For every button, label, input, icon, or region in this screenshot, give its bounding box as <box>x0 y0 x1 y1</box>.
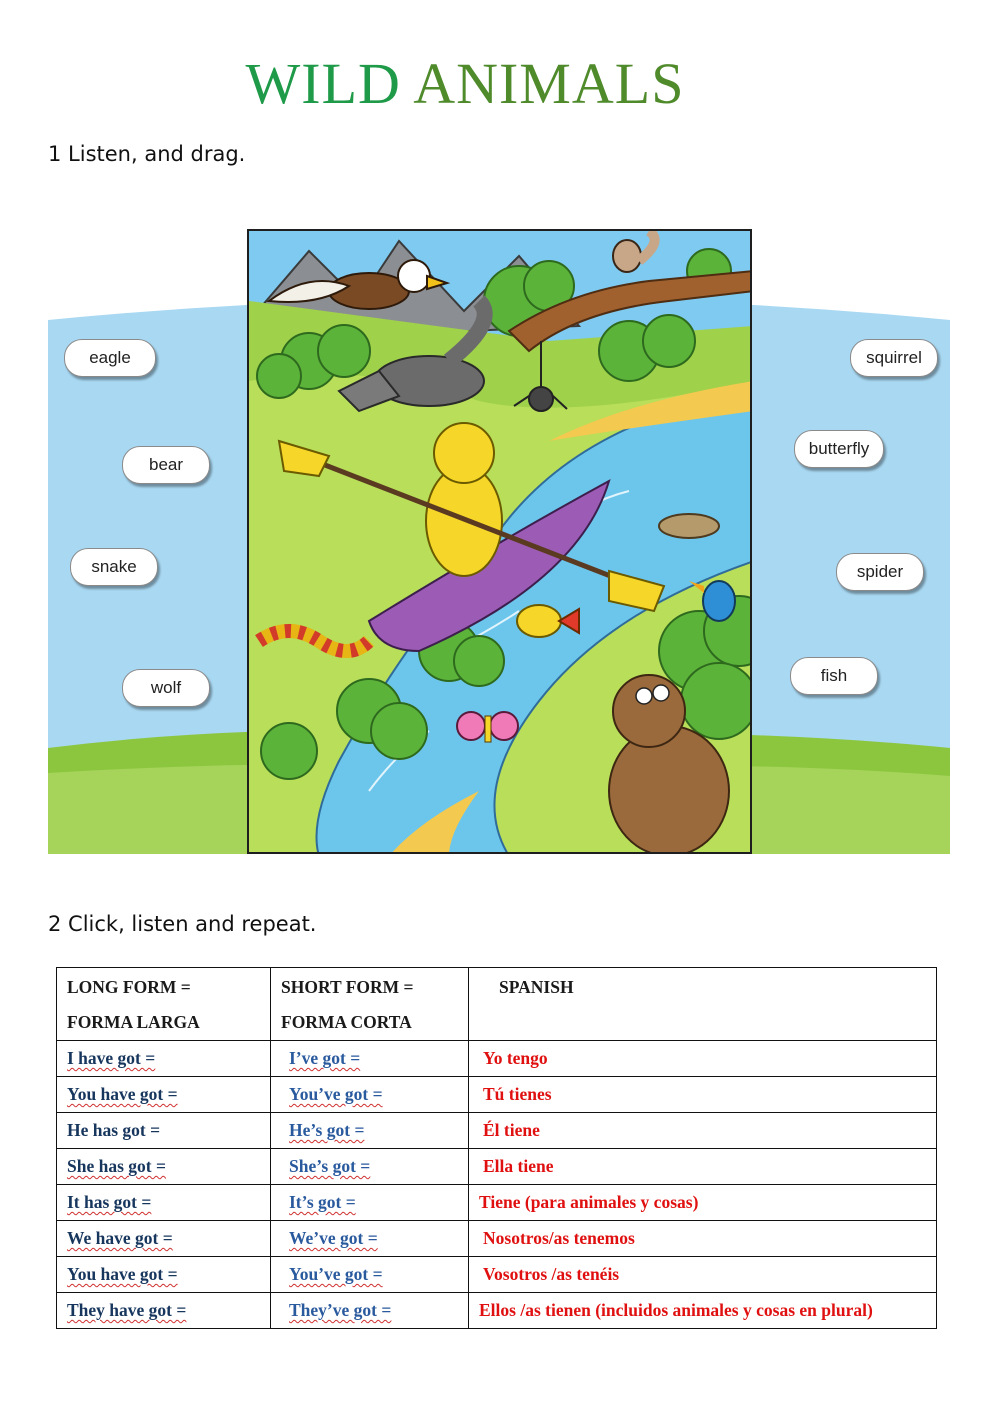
header-short-line1: SHORT FORM = <box>281 977 414 997</box>
table-header-row <box>57 968 937 1041</box>
header-spanish-label: SPANISH <box>499 977 574 997</box>
spanish-cell[interactable]: Ellos /as tienen (incluidos animales y cosas en plural) <box>479 1300 873 1320</box>
spanish-cell[interactable]: Vosotros /as tenéis <box>483 1264 620 1284</box>
label-squirrel[interactable]: squirrel <box>850 339 938 377</box>
spanish-cell[interactable]: Yo tengo <box>483 1048 548 1068</box>
header-long-line1: LONG FORM = <box>67 977 191 997</box>
instruction-drag: 1 Listen, and drag. <box>48 142 246 166</box>
label-wolf[interactable]: wolf <box>122 669 210 707</box>
instruction-repeat: 2 Click, listen and repeat. <box>48 912 317 936</box>
illustration-frame <box>247 229 752 854</box>
short-form-cell[interactable]: They’ve got = <box>289 1300 392 1320</box>
short-form-cell[interactable]: He’s got = <box>289 1120 365 1140</box>
header-short-line2: FORMA CORTA <box>281 1012 412 1032</box>
table-row[interactable] <box>57 1293 937 1329</box>
table-row[interactable] <box>57 1113 937 1149</box>
long-form-cell[interactable]: She has got = <box>67 1156 166 1176</box>
drag-activity-scene <box>48 228 950 854</box>
short-form-cell[interactable]: She’s got = <box>289 1156 371 1176</box>
have-got-table <box>56 967 937 1329</box>
page-title <box>0 50 930 117</box>
table-row[interactable] <box>57 1221 937 1257</box>
long-form-cell[interactable]: He has got = <box>67 1120 161 1140</box>
butterfly-drawing <box>457 712 518 742</box>
label-butterfly[interactable]: butterfly <box>794 430 884 468</box>
long-form-cell[interactable]: It has got = <box>67 1192 152 1212</box>
long-form-cell[interactable]: We have got = <box>67 1228 173 1248</box>
long-form-cell[interactable]: They have got = <box>67 1300 187 1320</box>
table-row[interactable] <box>57 1257 937 1293</box>
label-fish[interactable]: fish <box>790 657 878 695</box>
label-bear[interactable]: bear <box>122 446 210 484</box>
spanish-cell[interactable]: Él tiene <box>483 1120 540 1140</box>
short-form-cell[interactable]: It’s got = <box>289 1192 356 1212</box>
label-spider[interactable]: spider <box>836 553 924 591</box>
label-snake[interactable]: snake <box>70 548 158 586</box>
table-row[interactable] <box>57 1041 937 1077</box>
header-short-form <box>271 968 469 1041</box>
spanish-cell[interactable]: Nosotros/as tenemos <box>483 1228 635 1248</box>
header-long-line2: FORMA LARGA <box>67 1012 200 1032</box>
short-form-cell[interactable]: You’ve got = <box>289 1264 383 1284</box>
long-form-cell[interactable]: You have got = <box>67 1264 178 1284</box>
spanish-cell[interactable]: Tiene (para animales y cosas) <box>479 1192 699 1212</box>
title-word-wild: WILD <box>245 51 401 116</box>
title-word-animals: ANIMALS <box>413 51 685 116</box>
long-form-cell[interactable]: You have got = <box>67 1084 178 1104</box>
river-illustration <box>249 231 752 854</box>
spanish-cell[interactable]: Ella tiene <box>483 1156 554 1176</box>
rock <box>659 514 719 538</box>
table-row[interactable] <box>57 1077 937 1113</box>
header-long-form <box>57 968 271 1041</box>
table-row[interactable] <box>57 1149 937 1185</box>
spanish-cell[interactable]: Tú tienes <box>483 1084 552 1104</box>
long-form-cell[interactable]: I have got = <box>67 1048 156 1068</box>
header-spanish <box>469 968 937 1041</box>
short-form-cell[interactable]: We’ve got = <box>289 1228 378 1248</box>
label-eagle[interactable]: eagle <box>64 339 156 377</box>
short-form-cell[interactable]: I’ve got = <box>289 1048 361 1068</box>
table-row[interactable] <box>57 1185 937 1221</box>
short-form-cell[interactable]: You’ve got = <box>289 1084 383 1104</box>
